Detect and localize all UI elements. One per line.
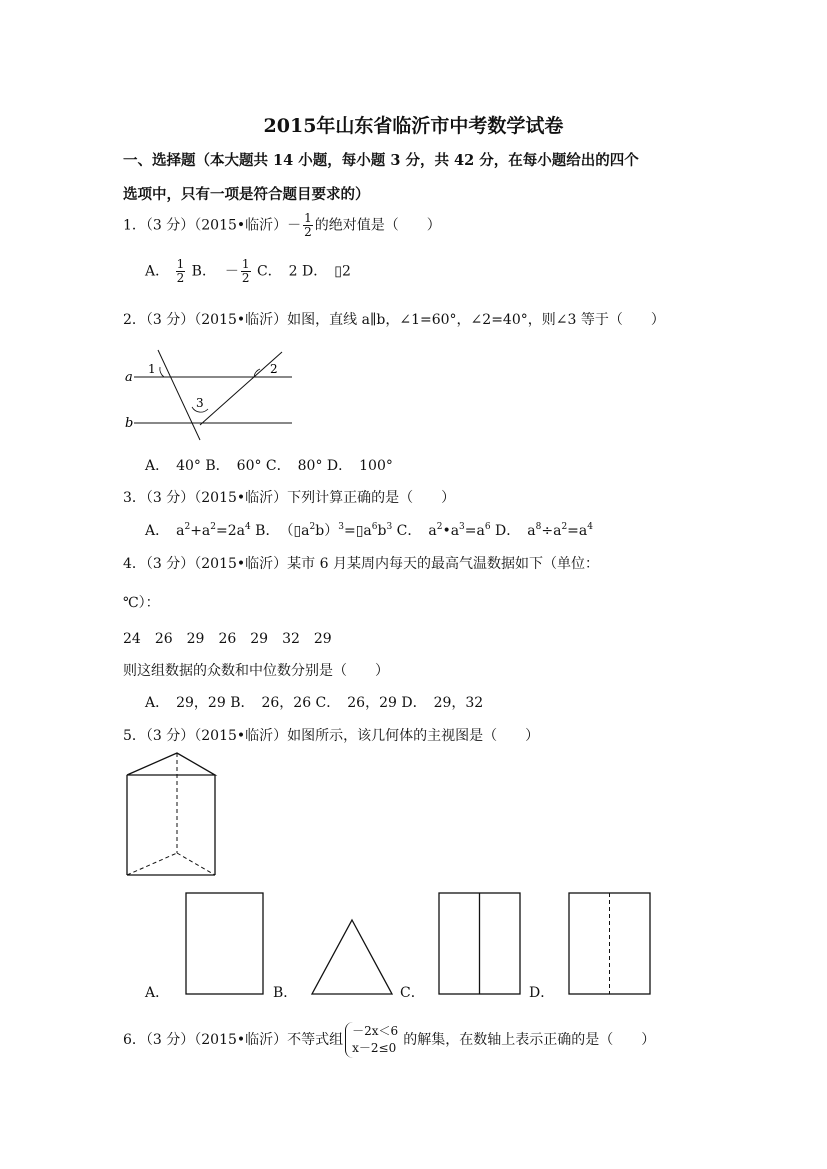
q3-c-3: =a: [464, 523, 485, 539]
q1-den: 2: [304, 225, 312, 239]
frac-den: 2: [176, 271, 185, 285]
q3-a-exp2: 2: [210, 522, 217, 532]
q3-d-exp2: 2: [561, 522, 568, 532]
q3-c-exp2: 3: [459, 522, 465, 532]
question-4: 4．（3 分）（2015•临沂）某市 6 月某周内每天的最高气温数据如下（单位：: [123, 556, 599, 572]
question-4-unit: ℃）：: [123, 595, 160, 611]
q3-b-exp2: 3: [338, 522, 344, 532]
q1-option-b-neg: －: [224, 263, 239, 280]
q3-c-1: C． a: [392, 523, 437, 539]
q3-a-exp3: 4: [245, 522, 251, 532]
q5-option-b-triangle: [310, 918, 394, 996]
label-b: b: [125, 416, 134, 431]
q3-d-1: D． a: [490, 523, 536, 539]
q3-b-exp3: 6: [371, 522, 378, 532]
q3-a-2: +a: [190, 523, 211, 539]
question-4-data: 24 26 29 26 29 32 29: [123, 631, 332, 647]
question-1: [123, 212, 441, 239]
angle-1-label: 1: [148, 362, 156, 376]
q3-d-exp3: 4: [587, 522, 593, 532]
frac-num: 1: [176, 257, 185, 271]
question-2: 2．（3 分）（2015•临沂）如图，直线 a∥b，∠1=60°，∠2=40°，则∠3 等于（ ）: [123, 312, 665, 328]
q1-fraction: [303, 212, 313, 239]
q1-option-b-fraction: [241, 258, 251, 285]
question-6: [123, 1022, 655, 1058]
q3-d-exp1: 8: [535, 522, 542, 532]
q6-prefix: 6．（3 分）（2015•临沂）不等式组: [123, 1032, 344, 1048]
q3-b-exp1: 2: [309, 522, 316, 532]
q5-option-a-label: A．: [145, 985, 170, 1001]
q3-b-1: B． （▯a: [250, 523, 310, 539]
q1-suffix: 的绝对值是（ ）: [314, 217, 441, 234]
q3-b-2: b）: [315, 523, 339, 539]
angle-3-label: 3: [196, 396, 204, 410]
q3-c-2: •a: [442, 523, 460, 539]
section-heading-cont: 选项中，只有一项是符合题目要求的）: [123, 186, 370, 203]
q5-option-c-label: C．: [400, 985, 425, 1001]
q3-c-exp3: 6: [484, 522, 491, 532]
question-3-options: [145, 520, 593, 540]
q1-option-b: B．: [187, 263, 216, 280]
q5-option-a-rectangle: [185, 892, 265, 996]
q3-a-exp1: 2: [184, 522, 191, 532]
page-title: 2015年山东省临沂市中考数学试卷: [263, 115, 564, 137]
q6-inequality-2: x－2≤0: [352, 1041, 397, 1055]
q3-a-1: A． a: [145, 523, 185, 539]
q6-inequality-1: －2x＜6: [352, 1024, 399, 1038]
q5-option-d-label: D．: [529, 985, 555, 1001]
q3-b-3: =▯a: [343, 523, 372, 539]
question-2-options: A． 40° B． 60° C． 80° D． 100°: [145, 458, 393, 474]
q6-suffix: 的解集，在数轴上表示正确的是（ ）: [403, 1032, 656, 1048]
q3-a-3: =2a: [216, 523, 245, 539]
q3-d-3: =a: [567, 523, 588, 539]
q1-option-a-fraction: [176, 258, 186, 285]
label-a: a: [125, 370, 133, 385]
question-1-options: [145, 258, 351, 285]
question-4-question: 则这组数据的众数和中位数分别是（ ）: [123, 663, 389, 679]
q5-option-d-dashed-split: [568, 892, 652, 996]
question-5: 5．（3 分）（2015•临沂）如图所示，该几何体的主视图是（ ）: [123, 728, 540, 744]
q3-d-2: ÷a: [541, 523, 562, 539]
q3-b-exp4: 3: [386, 522, 393, 532]
angle-2-label: 2: [270, 362, 278, 376]
q3-c-exp1: 2: [436, 522, 443, 532]
q3-b-4: b: [377, 523, 387, 539]
q1-option-c-d: C． 2 D． ▯2: [252, 263, 351, 280]
q5-option-b-label: B．: [273, 985, 298, 1001]
section-heading: 一、选择题（本大题共 14 小题，每小题 3 分，共 42 分，在每小题给出的四个: [123, 152, 639, 169]
q1-num: 1: [304, 211, 312, 225]
q6-inequality-system: [345, 1022, 401, 1058]
question-4-options: A． 29，29 B． 26，26 C． 26，29 D． 29，32: [145, 695, 484, 711]
frac-den: 2: [241, 271, 250, 285]
q5-option-c-solid-split: [438, 892, 522, 996]
frac-num: 1: [241, 257, 250, 271]
question-3: 3．（3 分）（2015•临沂）下列计算正确的是（ ）: [123, 490, 456, 506]
q1-option-a: A．: [145, 263, 170, 280]
q2-parallel-lines-figure: [120, 345, 300, 445]
q1-prefix: 1．（3 分）（2015•临沂）: [123, 217, 288, 234]
q5-triangular-prism-figure: [120, 750, 220, 880]
q1-neg: －: [287, 217, 302, 234]
